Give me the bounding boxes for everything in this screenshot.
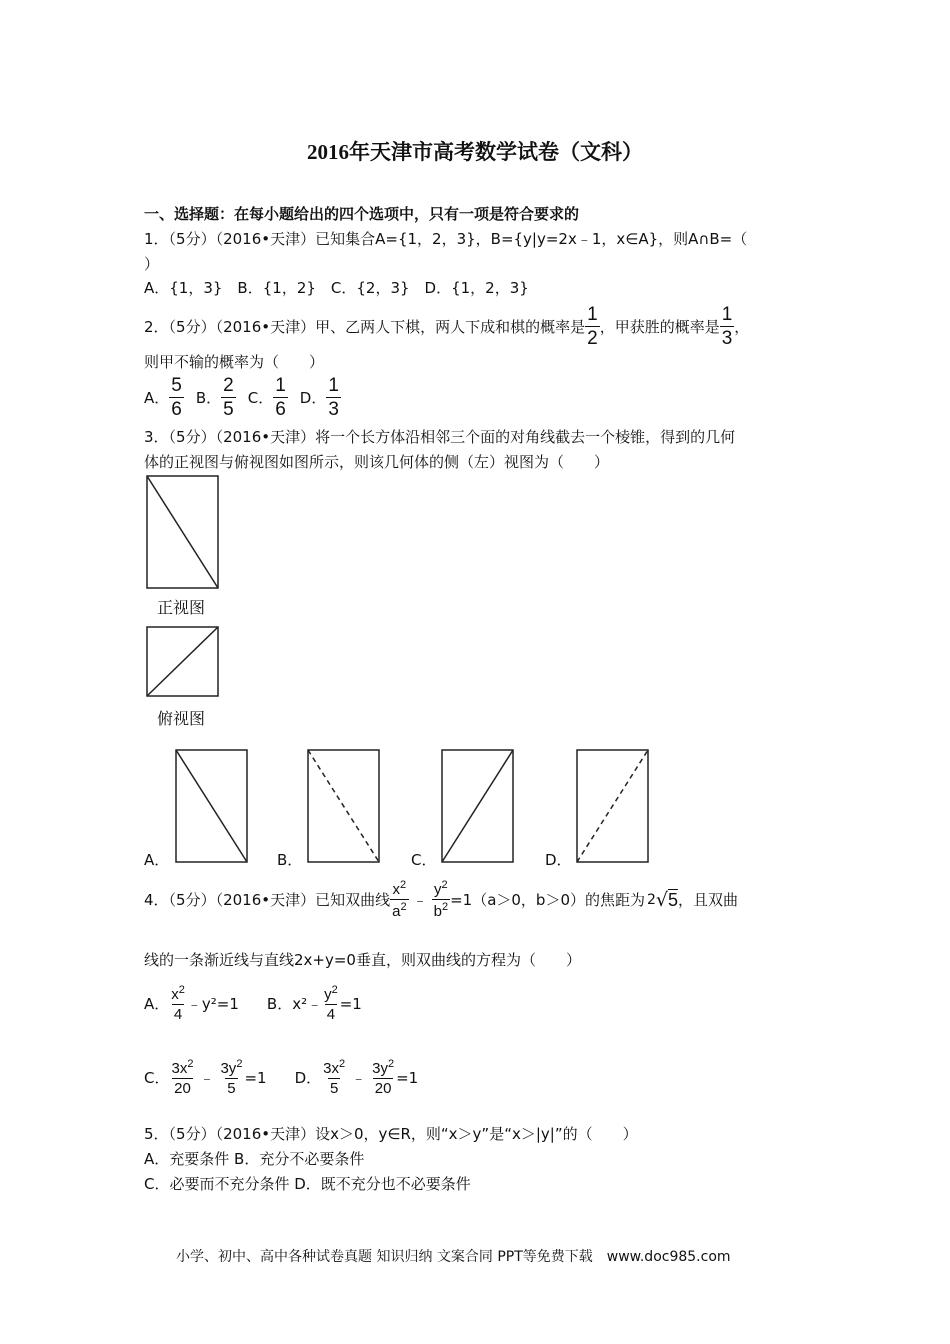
q4-y: y [434,881,442,898]
q4-optA-label: A． [144,995,170,1013]
q4-optD-frac1-den: 5 [329,1080,339,1097]
q4-optA-num [169,985,187,1004]
q4-optD-frac2-den: 20 [374,1080,392,1097]
q2-optD-label: D． [299,389,327,407]
q4-optC-frac2-den: 5 [227,1080,236,1097]
q4-frac2-den [432,899,450,919]
q4-optC-rest: =1 [244,1068,267,1087]
q4-optA-rest: ﹣y²=1 [186,995,239,1013]
q4-optD-frac1-num [321,1059,347,1078]
q2-frac1-num: 1 [587,304,598,325]
top-view-figure [147,627,218,696]
q4-x-exp: 2 [400,879,407,891]
q4-optD-frac2 [370,1059,396,1096]
q4-sqrt-coef: 2 [647,891,656,908]
q4-sqrt-value: 5 [668,889,679,910]
q4-optD-rest: =1 [396,1068,419,1087]
q4-b-exp: 2 [441,901,449,913]
q3-optD-figure [577,750,648,862]
q4-x: x [392,881,401,898]
q4-optB-fraction [322,985,340,1022]
q2-stem-line2: 则甲不输的概率为（ ） [144,353,325,371]
q4-stem [144,880,738,919]
q2-optB-label: B． [195,389,222,407]
q2-optC-label: C． [247,389,274,407]
q4-frac-y2-b2 [432,880,450,919]
q4-stem-part1: 4．（5分）（2016•天津）已知双曲线 [144,891,391,909]
q4-optB-label: B． [266,995,293,1013]
q2-optD-den: 3 [328,399,339,420]
q4-optD-frac2-num [370,1059,396,1078]
q4-optD-minus: ﹣ [351,1069,367,1087]
q4-optC-frac1 [169,1059,195,1096]
q4-optC-frac2-num [218,1059,244,1078]
q4-optC-3x: 3x [171,1060,188,1077]
q3-optC-figure [442,750,513,862]
q4-optC-minus: ﹣ [199,1069,215,1087]
q2-stem-part2: ，甲获胜的概率是 [599,318,720,336]
q4-optD-3y-exp: 2 [387,1058,395,1070]
q3-optB-label: B． [277,851,303,869]
page-title: 2016年天津市高考数学试卷（文科） [307,140,643,164]
q2-optA-num: 5 [171,375,182,396]
q4-optA-fraction [169,985,187,1022]
front-view-figure [147,476,218,588]
q2-optA-den: 6 [171,399,182,420]
q5-stem: 5．（5分）（2016•天津）设x＞0，y∈R，则“x＞y”是“x＞|y|”的（ ） [144,1125,638,1143]
q4-stem-part2: =1（a＞0，b＞0）的焦距为 [450,891,645,909]
q4-optB-y-exp: 2 [331,984,338,996]
q3-stem: 3．（5分）（2016•天津）将一个长方体沿相邻三个面的对角线截去一个棱锥，得到的几何 [144,428,736,446]
q4-y-exp: 2 [441,879,448,891]
q4-optD-label: D． [294,1069,322,1087]
top-view-label: 俯视图 [157,709,206,728]
q4-optC-3y: 3y [220,1060,237,1077]
sqrt-icon: √ [655,888,669,911]
q2-optC-num: 1 [275,375,286,396]
q4-a: a [392,903,401,920]
q3-optB-figure [308,750,379,862]
q4-optC-frac2 [218,1059,244,1096]
q4-b: b [433,903,442,920]
q4-optB-num [322,985,340,1004]
q3-stem-line2: 体的正视图与俯视图如图所示，则该几何体的侧（左）视图为（ ） [144,453,610,471]
q2-optA-label: A． [144,389,170,407]
q1-options: A．{1，3} B．{1，2} C．{2，3} D．{1，2，3} [144,279,529,297]
q5-options-ab: A．充要条件 B．充分不必要条件 [144,1150,365,1168]
q2-stem-part3: ， [734,318,750,336]
q4-optD-3y: 3y [372,1060,388,1077]
q4-stem-line2: 线的一条渐近线与直线2x+y=0垂直，则双曲线的方程为（ ） [144,951,581,969]
front-view-label: 正视图 [157,598,206,617]
q4-optA-x-exp: 2 [178,984,185,996]
q4-optC-3y-exp: 2 [236,1058,243,1070]
q2-optB-den: 5 [223,399,234,420]
q3-optD-label: D． [545,851,572,869]
q1-stem: 1．（5分）（2016•天津）已知集合A={1，2，3}，B={y|y=2x﹣1，x∈A}，则A∩B=（ [144,230,748,248]
q4-optB-den: 4 [326,1006,336,1023]
q2-stem-part1: 2．（5分）（2016•天津）甲、乙两人下棋，两人下成和棋的概率是 [144,318,586,336]
q2-optD-num: 1 [328,375,339,396]
q4-optA-den: 4 [173,1006,183,1023]
q4-minus: ﹣ [412,891,428,909]
q4-optC-frac1-num [169,1059,195,1078]
q4-optC-3x-exp: 2 [187,1058,194,1070]
q4-optB-pre: x²﹣ [292,995,323,1013]
q2-frac1-den: 2 [587,328,598,349]
q4-optA-x: x [171,986,179,1003]
q4-optC-label: C． [144,1069,170,1087]
section-heading: 一、选择题：在每小题给出的四个选项中，只有一项是符合要求的 [144,205,580,223]
q3-optA-label: A． [144,851,170,869]
q4-optD-frac1 [321,1059,347,1096]
q1-stem-end: ） [144,255,160,273]
q4-optD-3x-exp: 2 [338,1058,346,1070]
q3-optA-figure [176,750,247,862]
q4-optC-frac1-den: 20 [174,1080,191,1097]
q4-optB-rest: =1 [339,994,362,1013]
q5-options-cd: C．必要而不充分条件 D．既不充分也不必要条件 [144,1175,471,1193]
q4-stem-part3: ，且双曲 [678,891,739,909]
q2-optC-den: 6 [275,399,286,420]
q3-optC-label: C． [411,851,437,869]
q2-optB-num: 2 [223,375,234,396]
q4-optB-y: y [324,986,332,1003]
q4-frac-x2-a2 [390,880,408,919]
footer-text: 小学、初中、高中各种试卷真题 知识归纳 文案合同 PPT等免费下载 www.doc985.com [176,1249,731,1265]
q4-optD-3x: 3x [323,1060,339,1077]
q4-frac-den [390,899,408,919]
q4-options-ab [144,985,362,1022]
q2-frac2-num: 1 [721,304,733,325]
q4-a-exp: 2 [400,901,407,913]
q4-options-cd [144,1059,418,1096]
q4-frac-num [391,880,409,899]
q2-frac2-den: 3 [721,328,733,349]
q4-frac2-num [432,880,450,899]
